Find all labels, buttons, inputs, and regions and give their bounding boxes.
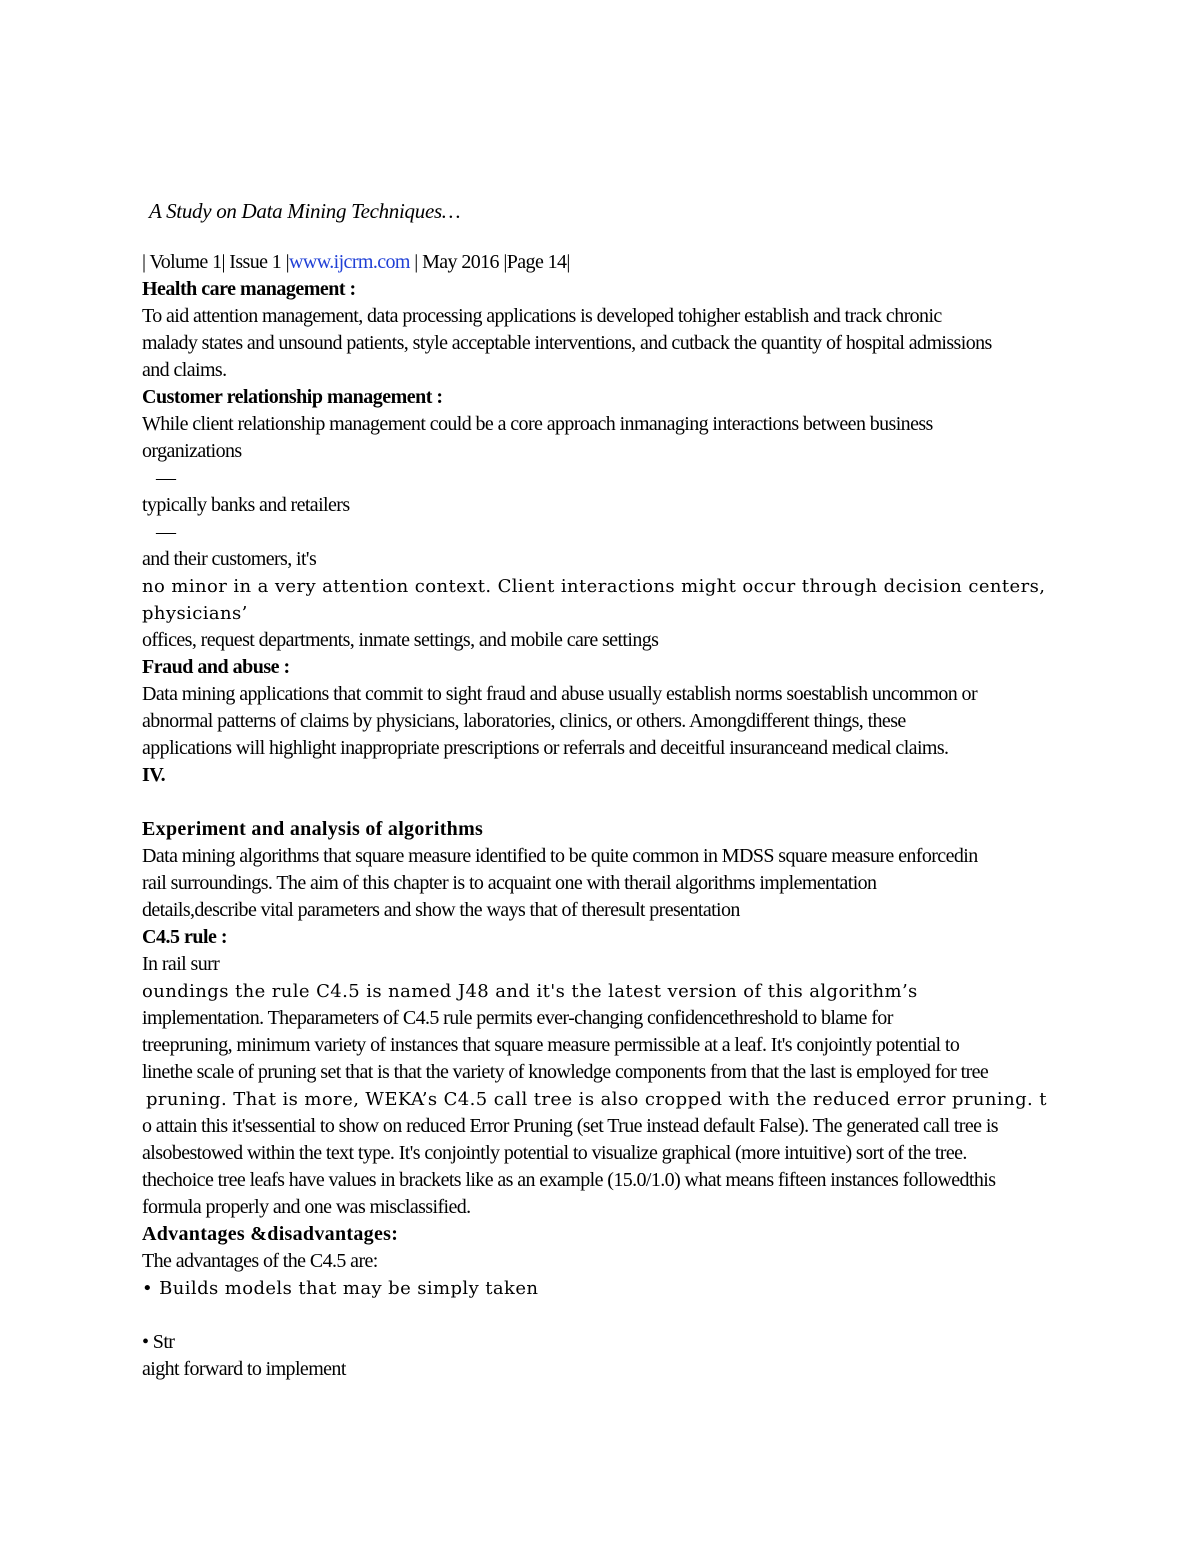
paragraph-line: linethe scale of pruning set that is that the variety of knowledge components from that the last is employed for tree bbox=[142, 1061, 989, 1083]
paragraph-line: While client relationship management could be a core approach inmanaging interactions between business bbox=[142, 413, 933, 435]
paragraph-line: To aid attention management, data processing applications is developed tohigher establish and track chronic bbox=[142, 305, 942, 327]
paragraph-line: applications will highlight inappropriate prescriptions or referrals and deceitful insuranceand medical claims. bbox=[142, 737, 949, 759]
paragraph-line: organizations bbox=[142, 440, 242, 462]
paragraph-line: thechoice tree leafs have values in brackets like as an example (15.0/1.0) what means fifteen instances followedthis bbox=[142, 1169, 996, 1191]
paragraph-line: physicians’ bbox=[142, 603, 248, 624]
paragraph-line: Data mining algorithms that square measure identified to be quite common in MDSS square measure enforcedin bbox=[142, 845, 978, 867]
paragraph-line: malady states and unsound patients, style acceptable interventions, and cutback the quantity of hospital admissions bbox=[142, 332, 992, 354]
paragraph-line: In rail surr bbox=[142, 953, 220, 975]
paragraph-line: pruning. That is more, WEKA’s C4.5 call tree is also cropped with the reduced error pruning. t bbox=[146, 1089, 1047, 1110]
issue-prefix: | Volume 1| Issue 1 | bbox=[142, 251, 290, 273]
paragraph-line: treepruning, minimum variety of instances that square measure permissible at a leaf. It's conjointly potential to bbox=[142, 1034, 960, 1056]
paragraph-line: The advantages of the C4.5 are: bbox=[142, 1250, 378, 1272]
issue-suffix: | May 2016 |Page 14| bbox=[409, 251, 570, 273]
document-page bbox=[142, 196, 1067, 1383]
paragraph-line: alsobestowed within the text type. It's conjointly potential to visualize graphical (more intuitive) sort of the tree. bbox=[142, 1142, 967, 1164]
paragraph-line: implementation. Theparameters of C4.5 rule permits ever-changing confidencethreshold to blame for bbox=[142, 1007, 893, 1029]
section-numeral: IV. bbox=[142, 764, 166, 786]
paragraph-line: formula properly and one was misclassified. bbox=[142, 1196, 471, 1218]
paragraph-line: and claims. bbox=[142, 359, 227, 381]
paragraph-line: o attain this it'sessential to show on reduced Error Pruning (set True instead default False). The generated call tree is bbox=[142, 1115, 998, 1137]
paragraph-line: details,describe vital parameters and show the ways that of theresult presentation bbox=[142, 899, 740, 921]
paragraph-line: no minor in a very attention context. Client interactions might occur through decision centers, bbox=[142, 576, 1046, 597]
journal-link[interactable]: www.ijcrm.com bbox=[289, 251, 410, 273]
section-heading-crm: Customer relationship management : bbox=[142, 386, 443, 408]
em-dash: — bbox=[156, 521, 176, 543]
em-dash: — bbox=[156, 467, 176, 489]
paragraph-line: Data mining applications that commit to sight fraud and abuse usually establish norms soestablish uncommon or bbox=[142, 683, 978, 705]
paragraph-line: rail surroundings. The aim of this chapter is to acquaint one with therail algorithms implementation bbox=[142, 872, 877, 894]
paragraph-line: offices, request departments, inmate settings, and mobile care settings bbox=[142, 629, 659, 651]
bullet-item: • Builds models that may be simply taken bbox=[142, 1278, 539, 1299]
running-title: A Study on Data Mining Techniques… bbox=[149, 199, 461, 223]
paragraph-line: and their customers, it's bbox=[142, 548, 317, 570]
section-heading-c45: C4.5 rule : bbox=[142, 926, 228, 948]
paragraph-line: typically banks and retailers bbox=[142, 494, 350, 516]
paragraph-line: oundings the rule C4.5 is named J48 and it's the latest version of this algorithm’s bbox=[142, 981, 918, 1002]
section-heading-health: Health care management : bbox=[142, 278, 356, 300]
section-heading-experiment: Experiment and analysis of algorithms bbox=[142, 818, 484, 840]
section-heading-advantages: Advantages &disadvantages: bbox=[142, 1223, 399, 1245]
issue-line bbox=[142, 249, 1067, 276]
bullet-item: • Str bbox=[142, 1331, 175, 1353]
paragraph-line: aight forward to implement bbox=[142, 1358, 346, 1380]
paragraph-line: abnormal patterns of claims by physicians, laboratories, clinics, or others. Amongdifferent things, these bbox=[142, 710, 906, 732]
section-heading-fraud: Fraud and abuse : bbox=[142, 656, 290, 678]
